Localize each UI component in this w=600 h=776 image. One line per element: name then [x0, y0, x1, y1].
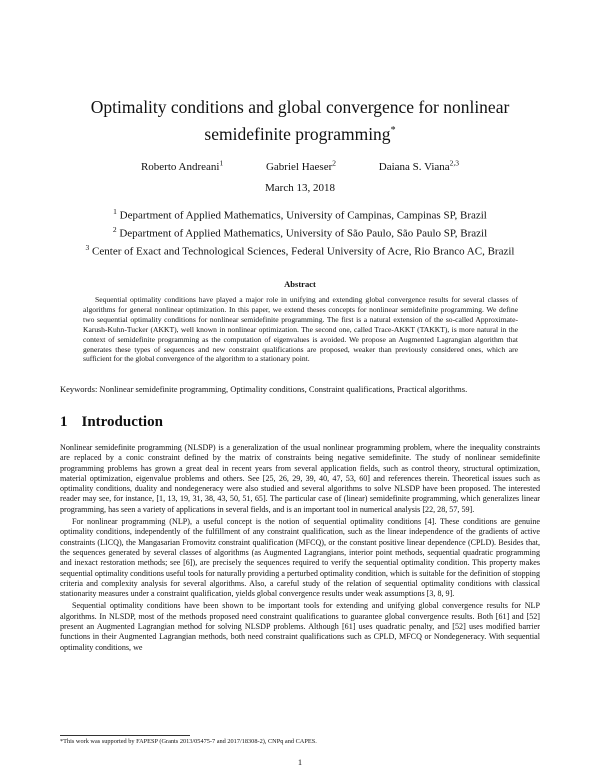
title-footnote-mark: * — [390, 125, 396, 136]
title-line-1: Optimality conditions and global convergence for nonlinear — [90, 97, 510, 117]
paper-title — [60, 96, 540, 146]
affiliation-list — [40, 205, 560, 259]
title-line-2: semidefinite programming — [204, 123, 391, 144]
paper-date: March 13, 2018 — [265, 182, 335, 194]
abstract-text: Sequential optimality conditions have played a major role in unifying and extending global convergence results for several classes of algorithms for general nonlinear optimization. In this paper, we extend theses concepts for nonlinear semidefinite programming. We define two sequential optimality conditions for nonlinear semidefinite programming. The first is a natural extension of the so-called Approximate-Karush-Kuhn-Tucker (AKKT), well known in nonlinear optimization. The second one, called Trace-AKKT (TAKKT), is more natural in the context of semidefinite programming as the computation of eigenvalues is avoided. We propose an Augmented Lagrangian algorithm that generates these types of sequences and new constraint qualifications are proposed, weaker than previously considered ones, which are sufficient for the global convergence of the algorithm to a stationary point. — [83, 295, 518, 364]
abstract-heading: Abstract — [284, 279, 316, 289]
paragraph: Nonlinear semidefinite programming (NLSDP) is a generalization of the usual nonlinear programming problem, where the inequality constraints are replaced by a conic constraint defined by the matrix of constraints being negative semidefinite. The study of nonlinear semidefinite programming problems has grown a great deal in recent years from several application fields, such as control theory, structural optimization, material optimization, eigenvalue problems and others. See [25, 26, 29, 39, 40, 47, 53, 60] and references therein. Theoretical issues such as optimality conditions, duality and nondegeneracy were also studied and several algorithms to solve NLSDP have been proposed. The interested reader may see, for instance, [1, 13, 19, 31, 38, 43, 50, 51, 65]. The particular case of (linear) semidefinite programming, which generalizes linear programming, has seen a variety of applications in several fields, and is an important tool in numerical analysis [22, 28, 57, 59]. — [60, 443, 540, 514]
paragraph: Sequential optimality conditions have been shown to be important tools for extending and unifying global convergence results for NLP algorithms. In NLSDP, most of the methods proposed need constraint qualifications to guarantee global convergence results. Both [61] and [52] present an Augmented Lagrangian method for solving NLSDP problems. Although [61] uses quadratic penalty, and [52] uses modified barrier functions in their Augmented Lagrangian methods, both need constraint qualifications such as CPLD, MFCQ or Nondegeneracy. With sequential optimality conditions, we — [60, 601, 540, 652]
section-heading — [60, 414, 163, 431]
affiliation: $^3$ Center of Exact and Technological Sciences, Federal University of Acre, Rio Branco AC, Brazil — [85, 243, 515, 258]
page-number: 1 — [297, 757, 303, 767]
affiliation: $^2$ Department of Applied Mathematics, University of São Paulo, São Paulo SP, Brazil — [112, 225, 488, 240]
author: Daiana S. Viana$^{2,3}$ — [378, 158, 460, 173]
footnote: *This work was supported by FAPESP (Grants 2013/05475-7 and 2017/18308-2), CNPq and CAPES. — [60, 738, 317, 745]
footnote-rule — [60, 735, 190, 736]
author: Roberto Andreani$^1$ — [140, 158, 224, 173]
author-list — [60, 158, 540, 173]
section-title: Introduction — [81, 414, 163, 430]
section-number: 1 — [60, 414, 68, 430]
keywords: Keywords: Nonlinear semidefinite programming, Optimality conditions, Constraint qualifications, Practical algorithms. — [60, 384, 468, 394]
affiliation: $^1$ Department of Applied Mathematics, University of Campinas, Campinas SP, Brazil — [113, 207, 487, 222]
body-text — [60, 443, 540, 653]
author: Gabriel Haeser$^2$ — [265, 158, 336, 173]
paragraph: For nonlinear programming (NLP), a useful concept is the notion of sequential optimality conditions [4]. These conditions are genuine optimality conditions, independently of the fulfillment of any constraint qualification, such as the linear independence of the gradients of active constraints (LICQ), the Mangasarian Fromovitz constraint qualification (MFCQ), or the constant positive linear dependence (CPLD). Besides that, the sequences generated by several classes of algorithms (as Augmented Lagrangians, interior point methods, sequential quadratic programming and inexact restoration methods; see [6]), are precisely the sequences required to verify the sequential optimality condition. This property makes sequential optimality conditions useful tools for naturally providing a perturbed optimality condition, which is suitable for the definition of stopping criteria and complexity analysis for several algorithms. Also, a careful study of the relation of sequential optimality conditions with classical stationarity measures under a constraint qualification, yields global convergence results under weak assumptions [3, 8, 9]. — [60, 517, 540, 599]
